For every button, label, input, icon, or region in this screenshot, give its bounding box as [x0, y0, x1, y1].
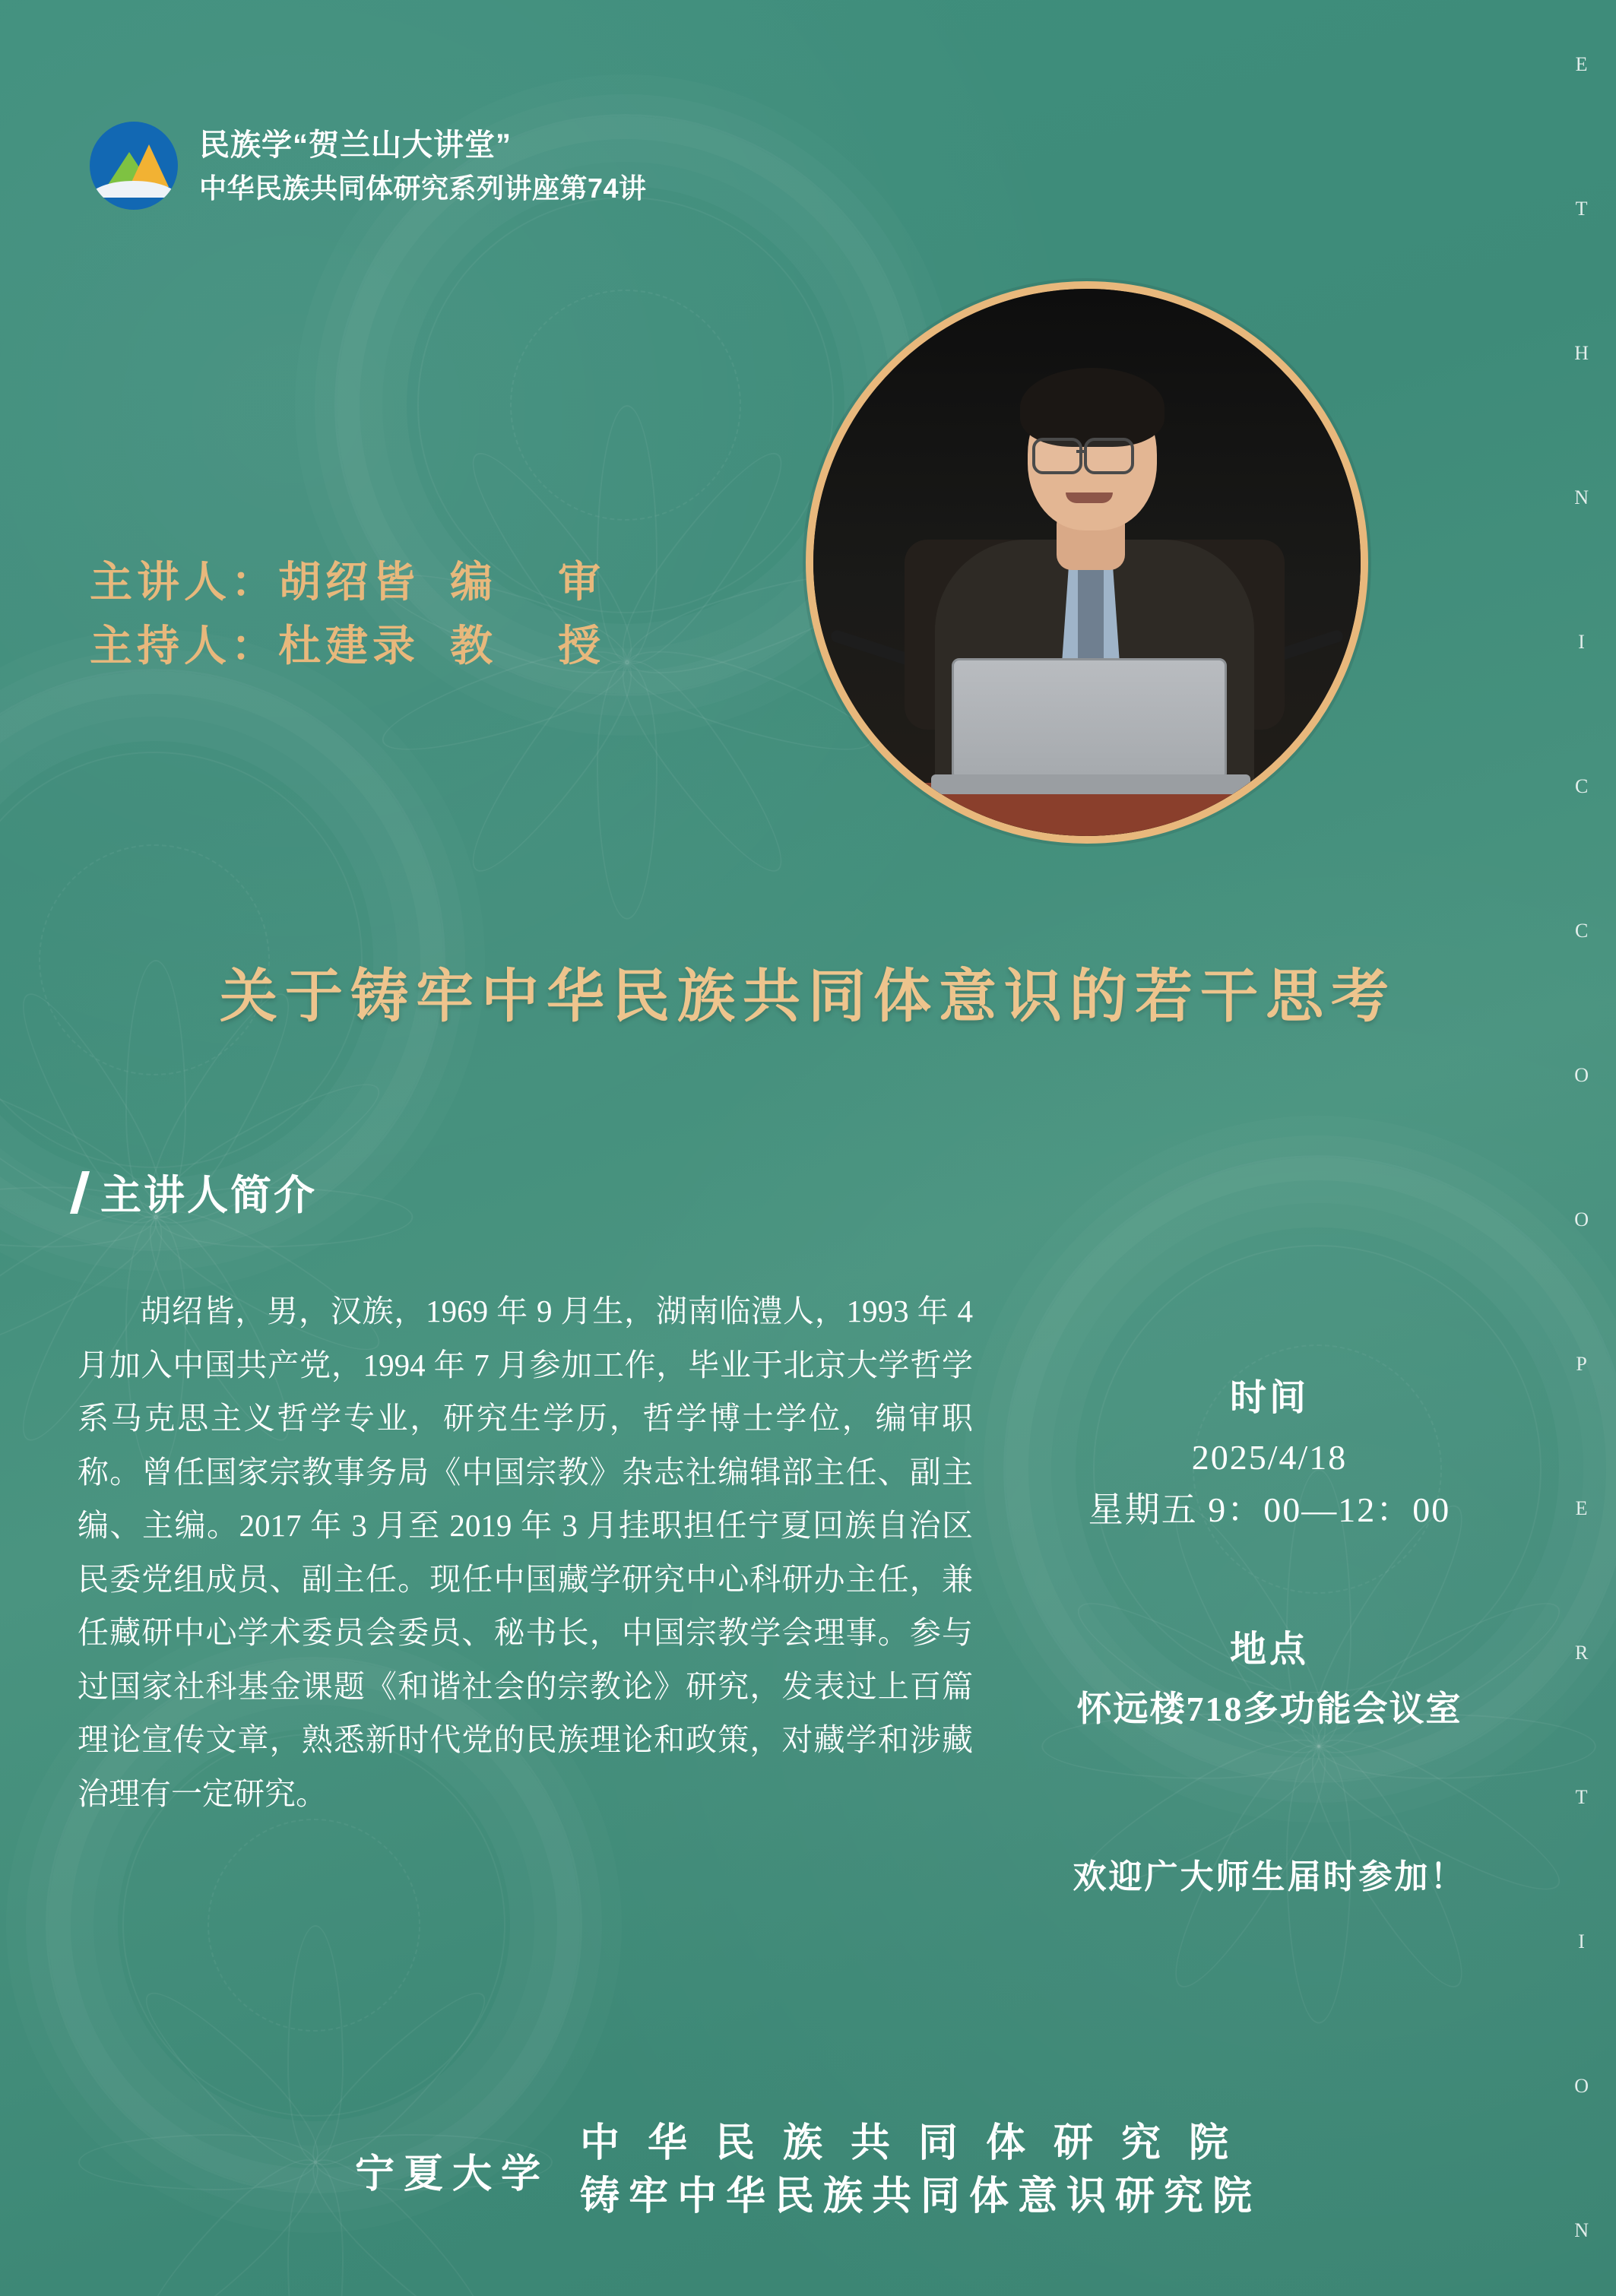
- slash-icon: [70, 1171, 90, 1214]
- side-letter: O: [1574, 1208, 1590, 1230]
- side-letter: I: [1578, 631, 1586, 653]
- bio-paragraph: 胡绍皆，男，汉族，1969 年 9 月生，湖南临澧人，1993 年 4 月加入中国共产党，1994 年 7 月参加工作，毕业于北京大学哲学系马克思主义哲学专业，研究生学历，哲学博士学位，编审职称。曾任国家宗教事务局《中国宗教》杂志社编辑部主任、副主编、主编。2017 年 3 月至 2019 年 3 月挂职担任宁夏回族自治区民委党组成员、副主任。现任中国藏学研究中心科研办主任，兼任藏研中心学术委员会委员、秘书长，中国宗教学会理事。参与过国家社科基金课题《和谐社会的宗教论》研究，发表过上百篇理论宣传文章，熟悉新时代党的民族理论和政策，对藏学和涉藏治理有一定研究。: [78, 1294, 973, 1811]
- time-date: 2025/4/18: [1191, 1438, 1348, 1477]
- speaker-portrait: [806, 281, 1368, 844]
- header-text: [199, 122, 647, 209]
- bio-heading-label: 主讲人简介: [100, 1173, 317, 1218]
- event-info: [1011, 1368, 1528, 1898]
- institute-line1: 中 华 民 族 共 同 体 研 究 院: [580, 2121, 1238, 2165]
- institute-line2: 铸牢中华民族共同体意识研究院: [580, 2174, 1262, 2218]
- bio-heading: [76, 1163, 317, 1221]
- side-letter: C: [1574, 920, 1590, 942]
- side-letter: O: [1574, 1064, 1590, 1086]
- side-letter: P: [1576, 1353, 1589, 1375]
- side-letter: E: [1575, 53, 1589, 75]
- speaker-line: 主讲人：胡绍皆 编 审: [90, 559, 605, 606]
- time-label: 时间: [1229, 1378, 1309, 1418]
- side-letter: N: [1574, 2219, 1590, 2241]
- header-line2: 中华民族共同体研究系列讲座第74讲: [199, 173, 647, 204]
- time-detail: 星期五 9：00—12：00: [1088, 1490, 1451, 1529]
- place-label: 地点: [1229, 1629, 1309, 1670]
- speakers-block: [90, 551, 605, 679]
- side-letter: N: [1574, 486, 1590, 508]
- side-letter: I: [1578, 1930, 1586, 1952]
- poster-header: [90, 122, 647, 210]
- lecture-title: 关于铸牢中华民族共同体意识的若干思考: [220, 965, 1396, 1029]
- side-letter: O: [1574, 2075, 1590, 2097]
- side-letter: C: [1574, 775, 1590, 797]
- header-line1: 民族学“贺兰山大讲堂”: [199, 128, 512, 162]
- bio-body: [78, 1284, 973, 1820]
- welcome-note: 欢迎广大师生届时参加！: [1073, 1858, 1466, 1895]
- side-letter: H: [1574, 342, 1590, 364]
- side-letter: E: [1575, 1497, 1589, 1519]
- poster-footer: [0, 2117, 1616, 2224]
- mountain-logo-icon: [90, 122, 178, 210]
- institute-names: [580, 2117, 1261, 2224]
- side-letter: T: [1575, 1786, 1589, 1808]
- side-letter: T: [1575, 198, 1589, 220]
- side-vertical-text: [1574, 53, 1590, 2242]
- place-value: 怀远楼718多功能会议室: [1076, 1690, 1462, 1728]
- side-letter: R: [1574, 1642, 1590, 1664]
- host-line: 主持人：杜建录 教 授: [90, 623, 605, 670]
- university-name: 宁夏大学: [354, 2153, 550, 2197]
